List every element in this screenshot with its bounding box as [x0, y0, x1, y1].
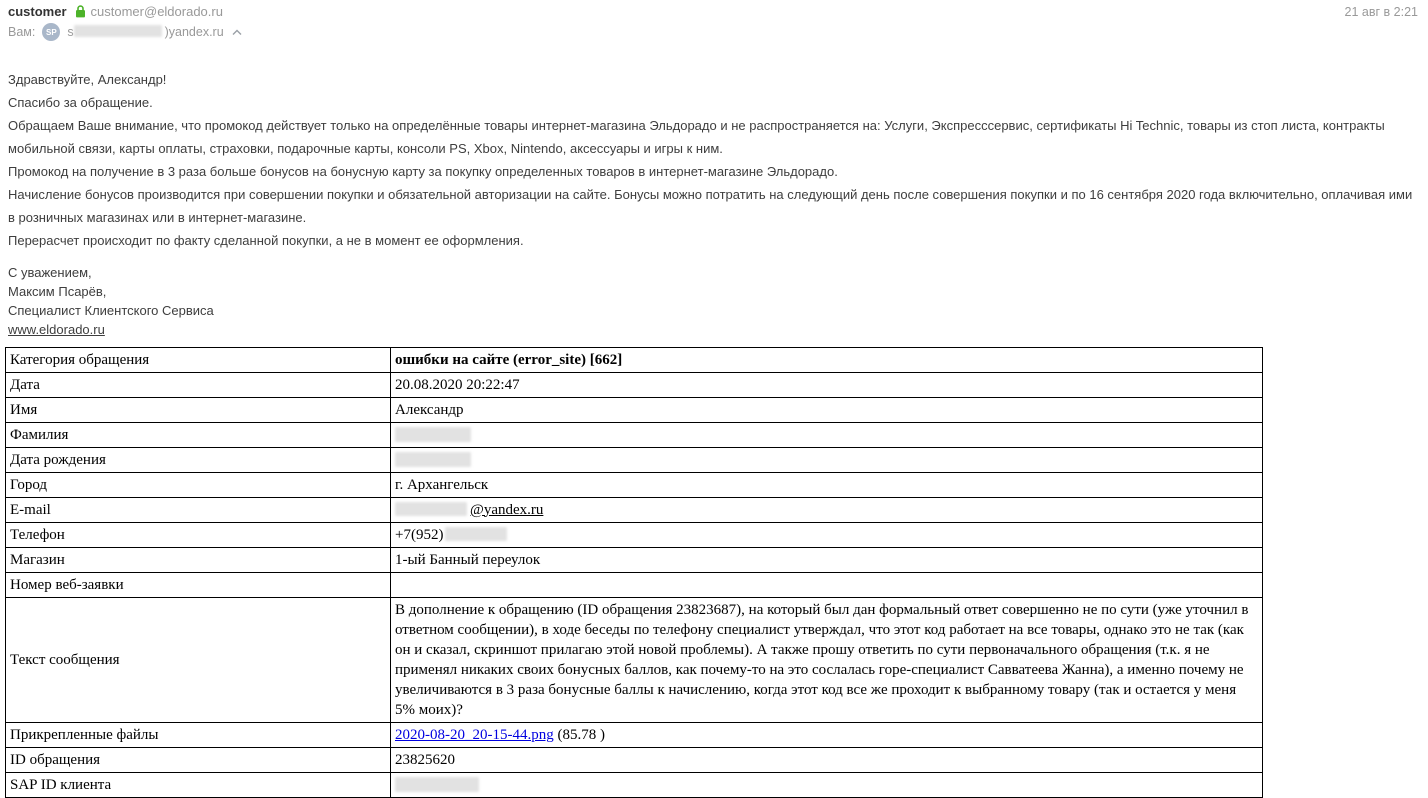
table-row — [6, 373, 1263, 398]
redacted-value — [395, 452, 471, 467]
body-paragraph: Здравствуйте, Александр! — [8, 72, 167, 87]
row-label: Фамилия — [6, 423, 391, 448]
row-value: 23825620 — [391, 748, 1263, 773]
signature-line: Максим Псарёв, — [8, 284, 107, 299]
row-value — [391, 448, 1263, 473]
eldorado-link[interactable]: www.eldorado.ru — [8, 322, 105, 337]
row-label: Дата — [6, 373, 391, 398]
recipient-email-suffix: )yandex.ru — [164, 25, 224, 39]
chevron-up-icon[interactable] — [232, 29, 242, 36]
table-row — [6, 548, 1263, 573]
row-label: Город — [6, 473, 391, 498]
table-row — [6, 423, 1263, 448]
row-label: Магазин — [6, 548, 391, 573]
table-row — [6, 748, 1263, 773]
row-value: 2020-08-20_20-15-44.png (85.78 ) — [391, 723, 1263, 748]
sender-name: customer — [8, 3, 67, 19]
row-value — [391, 423, 1263, 448]
table-row — [6, 348, 1263, 373]
email-body — [0, 68, 1428, 339]
email-signature — [8, 263, 1420, 339]
redacted-value — [445, 527, 507, 541]
row-value: Александр — [391, 398, 1263, 423]
table-row — [6, 473, 1263, 498]
table-row — [6, 723, 1263, 748]
row-label: Телефон — [6, 523, 391, 548]
avatar[interactable]: SP — [42, 23, 60, 41]
redacted-value — [395, 427, 471, 442]
redacted-value — [395, 777, 479, 792]
email-body-paragraphs — [8, 68, 1420, 252]
row-value: В дополнение к обращению (ID обращения 23823687), на который был дан формальный ответ совершенно не по сути (уже уточнил в ответном сообщении), в ходе беседы по телефону специалист утверждал, что этот код работает на все товары, однако это не так (как он и сказал, скриншот прилагаю этой новой проблемы). А также прошу ответить по сути первоначального обращения (т.к. я не применял никаких своих бонусных баллов, как почему-то на это сослалась горе-специалист Савватеева Жанна), а именно почему не увеличиваются в 3 раза бонусные баллы к начислению, когда этот код все же проходит к выбранному товару (так и остается у меня 5% моих)? — [391, 598, 1263, 723]
lock-icon — [75, 5, 86, 18]
message-date: 21 авг в 2:21 — [1344, 5, 1418, 19]
email-link[interactable]: @yandex.ru — [470, 501, 544, 518]
request-details-table — [5, 347, 1263, 798]
recipient-email-prefix: s — [67, 25, 74, 39]
table-row — [6, 398, 1263, 423]
row-value: г. Архангельск — [391, 473, 1263, 498]
attachment-link[interactable]: 2020-08-20_20-15-44.png — [395, 726, 554, 743]
signature-line: С уважением, — [8, 265, 92, 280]
sender-email[interactable]: customer@eldorado.ru — [90, 3, 223, 19]
redacted-recipient-email — [74, 25, 162, 37]
row-label: SAP ID клиента — [6, 773, 391, 798]
body-paragraph: Обращаем Ваше внимание, что промокод действует только на определённые товары интернет-магазина Эльдорадо и не распространяется на: Услуги, Экспресссервис, сертификаты Hi Technic, товары из стоп листа, контракты мобильной связи, карты оплаты, страховки, подарочные карты, консоли PS, Xbox, Nintendo, аксессуары и игры к ним. — [8, 118, 1385, 156]
row-value — [391, 498, 1263, 523]
body-paragraph: Перерасчет происходит по факту сделанной покупки, а не в момент ее оформления. — [8, 233, 524, 248]
message-header — [0, 0, 1428, 41]
table-row — [6, 448, 1263, 473]
signature-lines — [8, 263, 1420, 320]
table-row — [6, 523, 1263, 548]
row-value: 1-ый Банный переулок — [391, 548, 1263, 573]
table-row — [6, 773, 1263, 798]
body-paragraph: Начисление бонусов производится при совершении покупки и обязательной авторизации на сайте. Бонусы можно потратить на следующий день после совершения покупки и по 16 сентября 2020 года включительно, оплачивая ими в розничных магазинах или в интернет-магазине. — [8, 187, 1413, 225]
row-label: Прикрепленные файлы — [6, 723, 391, 748]
row-label: Дата рождения — [6, 448, 391, 473]
row-value: ошибки на сайте (error_site) [662] — [391, 348, 1263, 373]
table-row — [6, 598, 1263, 723]
details-table-body — [6, 348, 1263, 798]
row-label: Номер веб-заявки — [6, 573, 391, 598]
table-row — [6, 573, 1263, 598]
recipient-line — [8, 23, 1418, 41]
sender-line — [8, 3, 1418, 19]
to-label: Вам: — [8, 25, 36, 39]
signature-line: Специалист Клиентского Сервиса — [8, 303, 214, 318]
row-label: ID обращения — [6, 748, 391, 773]
body-paragraph: Спасибо за обращение. — [8, 95, 153, 110]
row-value: +7(952) — [391, 523, 1263, 548]
row-value — [391, 573, 1263, 598]
redacted-value — [395, 502, 467, 516]
row-value — [391, 773, 1263, 798]
row-label: Имя — [6, 398, 391, 423]
row-label: E-mail — [6, 498, 391, 523]
row-label: Категория обращения — [6, 348, 391, 373]
row-value: 20.08.2020 20:22:47 — [391, 373, 1263, 398]
signature-link-line — [8, 320, 1420, 339]
table-row — [6, 498, 1263, 523]
body-paragraph: Промокод на получение в 3 раза больше бонусов на бонусную карту за покупку определенных товаров в интернет-магазине Эльдорадо. — [8, 164, 838, 179]
row-label: Текст сообщения — [6, 598, 391, 723]
